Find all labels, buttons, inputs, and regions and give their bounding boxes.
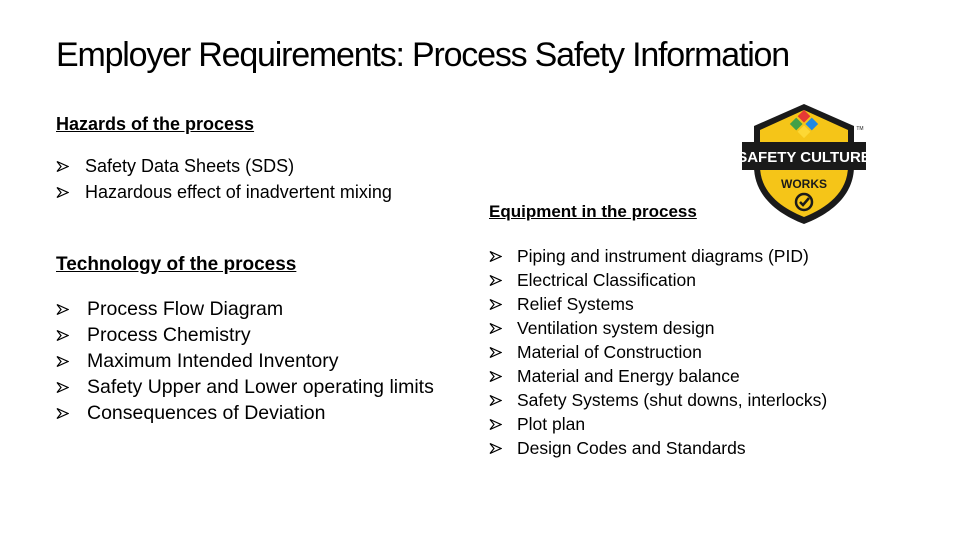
list-item-text: Safety Data Sheets (SDS) bbox=[85, 155, 295, 176]
list-item bbox=[489, 388, 827, 412]
list-item-text: Maximum Intended Inventory bbox=[87, 349, 339, 372]
arrow-bullet-icon bbox=[56, 160, 85, 173]
arrow-bullet-icon bbox=[489, 298, 517, 311]
arrow-bullet-icon bbox=[489, 322, 517, 335]
arrow-bullet-icon bbox=[489, 370, 517, 383]
list-item bbox=[56, 322, 434, 348]
list-item bbox=[489, 316, 827, 340]
list-item-text: Ventilation system design bbox=[517, 317, 715, 338]
hazards-section bbox=[56, 114, 392, 205]
technology-heading: Technology of the process bbox=[56, 254, 297, 275]
equipment-heading: Equipment in the process bbox=[489, 202, 697, 221]
list-item bbox=[56, 348, 434, 374]
list-item-text: Electrical Classification bbox=[517, 269, 696, 290]
list-item bbox=[489, 244, 827, 268]
arrow-bullet-icon bbox=[489, 394, 517, 407]
arrow-bullet-icon bbox=[489, 250, 517, 263]
safety-culture-badge bbox=[738, 96, 870, 228]
list-item-text: Relief Systems bbox=[517, 293, 634, 314]
hazards-list bbox=[56, 153, 392, 205]
arrow-bullet-icon bbox=[56, 381, 87, 394]
hazards-heading: Hazards of the process bbox=[56, 114, 255, 134]
arrow-bullet-icon bbox=[56, 329, 87, 342]
arrow-bullet-icon bbox=[489, 346, 517, 359]
arrow-bullet-icon bbox=[56, 355, 87, 368]
arrow-bullet-icon bbox=[489, 274, 517, 287]
arrow-bullet-icon bbox=[56, 407, 87, 420]
list-item-text: Plot plan bbox=[517, 413, 586, 434]
list-item bbox=[489, 412, 827, 436]
list-item-text: Design Codes and Standards bbox=[517, 437, 746, 458]
list-item-text: Process Flow Diagram bbox=[87, 297, 284, 320]
list-item bbox=[489, 436, 827, 460]
list-item bbox=[56, 296, 434, 322]
badge-line1-text: SAFETY CULTURE bbox=[738, 149, 870, 166]
arrow-bullet-icon bbox=[489, 442, 517, 455]
slide-title: Employer Requirements: Process Safety Information bbox=[56, 36, 789, 74]
equipment-section bbox=[489, 202, 827, 460]
badge-tm-text: TM bbox=[856, 126, 864, 132]
arrow-bullet-icon bbox=[489, 418, 517, 431]
list-item-text: Material of Construction bbox=[517, 341, 702, 362]
list-item-text: Piping and instrument diagrams (PID) bbox=[517, 245, 809, 266]
list-item-text: Consequences of Deviation bbox=[87, 401, 326, 424]
list-item-text: Hazardous effect of inadvertent mixing bbox=[85, 181, 392, 202]
technology-section bbox=[56, 254, 434, 426]
list-item bbox=[489, 340, 827, 364]
badge-line2-text: WORKS bbox=[781, 177, 827, 191]
list-item-text: Process Chemistry bbox=[87, 323, 251, 346]
equipment-list bbox=[489, 244, 827, 460]
technology-list bbox=[56, 296, 434, 426]
safety-culture-shield-icon bbox=[738, 96, 870, 228]
list-item bbox=[56, 400, 434, 426]
arrow-bullet-icon bbox=[56, 186, 85, 199]
list-item bbox=[489, 364, 827, 388]
list-item bbox=[56, 153, 392, 179]
list-item bbox=[56, 374, 434, 400]
list-item-text: Safety Systems (shut downs, interlocks) bbox=[517, 389, 828, 410]
list-item bbox=[489, 268, 827, 292]
list-item-text: Safety Upper and Lower operating limits bbox=[87, 375, 434, 398]
list-item bbox=[56, 179, 392, 205]
list-item-text: Material and Energy balance bbox=[517, 365, 740, 386]
list-item bbox=[489, 292, 827, 316]
arrow-bullet-icon bbox=[56, 303, 87, 316]
